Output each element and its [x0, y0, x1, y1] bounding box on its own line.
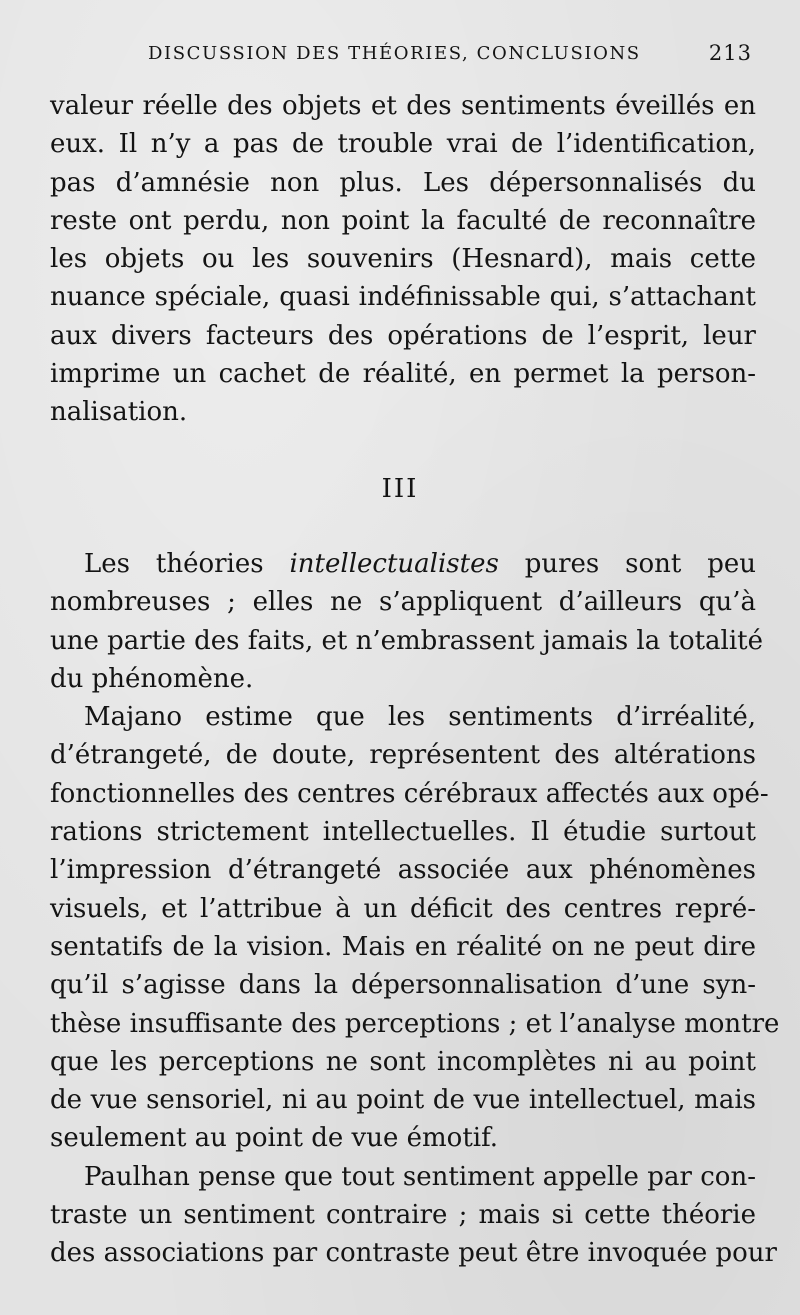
text-line — [50, 545, 756, 583]
text-line: Paulhan pense que tout sentiment appelle par con- — [84, 1161, 756, 1192]
text-line: Majano estime que les sentiments d’irréalité, — [84, 702, 756, 733]
running-title: DISCUSSION DES THÉORIES, CONCLUSIONS — [148, 43, 641, 64]
text-line: fonctionnelles des centres cérébraux affectés aux opé- — [50, 778, 769, 809]
text-line: traste un sentiment contraire ; mais si cette théorie — [50, 1200, 756, 1231]
text-line: nalisation. — [50, 397, 188, 428]
text-line: du phénomène. — [50, 663, 254, 694]
running-head — [148, 41, 752, 71]
text-line: sentatifs de la vision. Mais en réalité on ne peut dire — [50, 931, 756, 962]
text-line: visuels, et l’attribue à un déficit des centres repré- — [50, 893, 756, 924]
text-line: aux divers facteurs des opérations de l’esprit, leur — [50, 320, 756, 351]
page-number: 213 — [708, 41, 752, 65]
text-line: reste ont perdu, non point la faculté de reconnaître — [50, 205, 756, 236]
text-segment: pures sont peu — [498, 549, 756, 579]
paragraph-continued — [50, 87, 756, 432]
text-line: rations strictement intellectuelles. Il étudie surtout — [50, 817, 756, 848]
text-line: valeur réelle des objets et des sentiments éveillés en — [50, 91, 756, 121]
text-line: seulement au point de vue émotif. — [50, 1123, 499, 1154]
text-line: nombreuses ; elles ne s’appliquent d’ailleurs qu’à — [50, 587, 756, 618]
text-line: de vue sensoriel, ni au point de vue intellectuel, mais — [50, 1085, 756, 1116]
text-line: que les perceptions ne sont incomplètes ni au point — [50, 1046, 756, 1077]
text-line: thèse insuffisante des perceptions ; et l’analyse montre — [50, 1008, 780, 1039]
text-line: d’étrangeté, de doute, représentent des altérations — [50, 740, 756, 771]
text-line: eux. Il n’y a pas de trouble vrai de l’identification, — [50, 129, 756, 160]
section-heading: III — [381, 474, 419, 504]
text-segment: Les théories — [84, 549, 290, 579]
text-line: une partie des faits, et n’embrassent jamais la totalité — [50, 625, 764, 656]
main-text — [50, 545, 780, 1273]
text-line: qu’il s’agisse dans la dépersonnalisation d’une syn- — [50, 970, 756, 1001]
italic-term: intellectualistes — [289, 549, 499, 579]
text-line: l’impression d’étrangeté associée aux phénomènes — [50, 855, 756, 886]
text-line: des associations par contraste peut être invoquée pour — [50, 1238, 777, 1269]
text-line: nuance spéciale, quasi indéfinissable qui, s’attachant — [50, 282, 756, 313]
text-line: imprime un cachet de réalité, en permet la person- — [50, 359, 756, 390]
text-line: les objets ou les souvenirs (Hesnard), mais cette — [50, 244, 756, 275]
text-line: pas d’amnésie non plus. Les dépersonnalisés du — [50, 167, 756, 198]
